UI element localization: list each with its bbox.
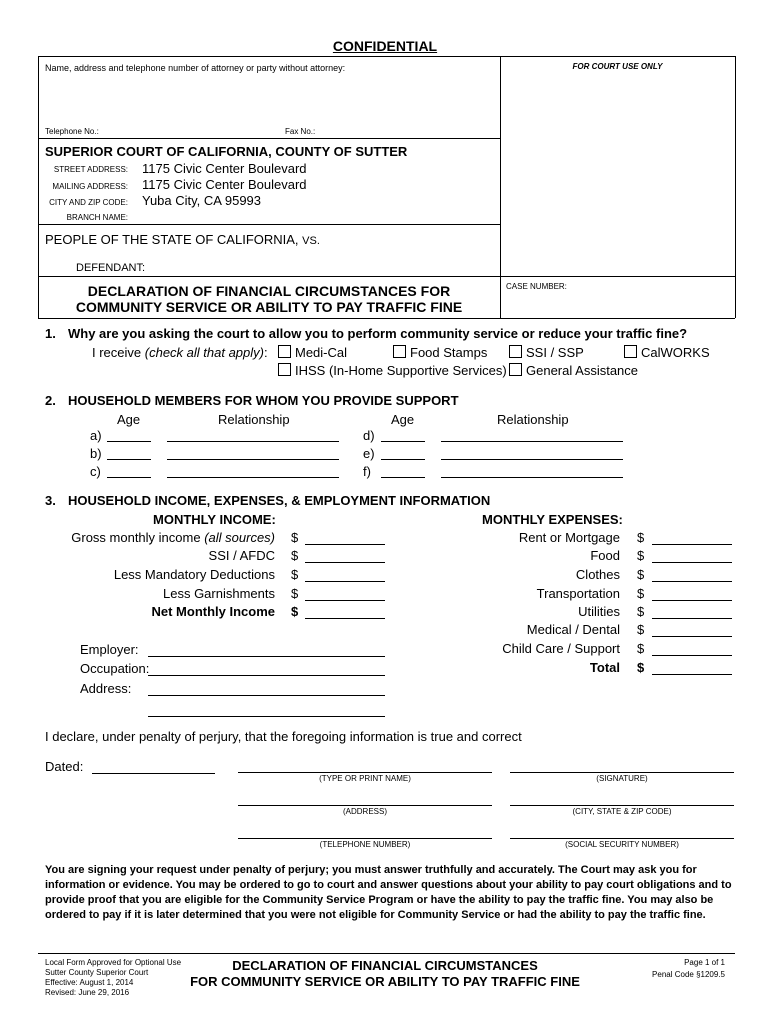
checkbox-ssi-ssp[interactable]: SSI / SSP (509, 345, 584, 360)
section1-number: 1. (45, 326, 56, 341)
attorney-label: Name, address and telephone number of attorney or party without attorney: (45, 63, 346, 73)
dollar-sign: $ (291, 548, 299, 563)
declarant-address-caption: (ADDRESS) (342, 807, 387, 816)
section2-heading: HOUSEHOLD MEMBERS FOR WHOM YOU PROVIDE SUPPORT (68, 393, 459, 408)
clothes-label: Clothes (575, 567, 620, 582)
footer-left-notes (45, 958, 181, 998)
attorney-bottom-line (38, 138, 500, 139)
frame-top-line (38, 56, 735, 57)
income-heading: MONTHLY INCOME: (153, 512, 276, 527)
city-value: Yuba City, CA 95993 (142, 193, 262, 208)
address-label: Address: (80, 681, 132, 696)
employer-field[interactable] (148, 656, 385, 657)
perjury-warning: You are signing your request under penalty of perjury; you must answer truthfully and accurately. The Court may ask you for information or evidence. You may be ordered to go to court and answer questions about your ability to pay court obligations and to provide proof that you are eligible for the Community Service Program or have the ability to pay the traffic fine. You may also be ordered to pay if it is later determined that you were not eligible for Community Service or had the ability to pay the traffic fine. (45, 864, 732, 921)
relationship-f-field[interactable] (441, 477, 623, 478)
age-b-field[interactable] (107, 459, 151, 460)
confidential-heading: CONFIDENTIAL (332, 38, 438, 54)
address-field-line1[interactable] (148, 695, 385, 696)
relationship-a-field[interactable] (167, 441, 339, 442)
age-header-right: Age (391, 412, 415, 427)
checkbox-box[interactable] (278, 363, 291, 376)
total-field[interactable] (652, 674, 732, 675)
utilities-field[interactable] (652, 618, 732, 619)
declarant-address-field[interactable] (238, 805, 492, 806)
penal-code: Penal Code §1209.5 (652, 970, 725, 979)
relationship-e-field[interactable] (441, 459, 623, 460)
footer-title-line1: DECLARATION OF FINANCIAL CIRCUMSTANCES (232, 958, 538, 973)
food-label: Food (590, 548, 620, 563)
city-state-zip-field[interactable] (510, 805, 734, 806)
dated-label: Dated: (45, 759, 84, 774)
relationship-d-field[interactable] (441, 441, 623, 442)
employer-label: Employer: (80, 642, 139, 657)
clothes-field[interactable] (652, 581, 732, 582)
dollar-sign: $ (291, 604, 299, 619)
age-c-field[interactable] (107, 477, 151, 478)
checkbox-calworks[interactable]: CalWORKS (624, 345, 710, 360)
checkbox-medi-cal[interactable]: Medi-Cal (278, 345, 347, 360)
dollar-sign: $ (637, 641, 645, 656)
parties-bottom-line (38, 276, 500, 277)
frame-divider-line (500, 56, 501, 318)
relationship-b-field[interactable] (167, 459, 339, 460)
branch-label: BRANCH NAME: (66, 213, 128, 222)
dollar-sign: $ (291, 567, 299, 582)
footer-note: Sutter County Superior Court (45, 968, 149, 977)
address-field-line2[interactable] (148, 716, 385, 717)
street-label: STREET ADDRESS: (53, 165, 128, 174)
gross-income-label: Gross monthly income (all sources) (71, 530, 275, 545)
medical-label: Medical / Dental (526, 622, 620, 637)
mandatory-deductions-label: Less Mandatory Deductions (113, 567, 275, 582)
ssn-caption: (SOCIAL SECURITY NUMBER) (565, 840, 679, 849)
gross-income-field[interactable] (305, 544, 385, 545)
checkbox-box[interactable] (509, 363, 522, 376)
dollar-sign: $ (637, 604, 645, 619)
court-bottom-line (38, 224, 500, 225)
utilities-label: Utilities (578, 604, 620, 619)
child-care-field[interactable] (652, 655, 732, 656)
ssi-afdc-label: SSI / AFDC (208, 548, 275, 563)
food-field[interactable] (652, 562, 732, 563)
form-title-line1: DECLARATION OF FINANCIAL CIRCUMSTANCES FOR (87, 283, 451, 299)
checkbox-box[interactable] (278, 345, 291, 358)
net-income-field[interactable] (305, 618, 385, 619)
telephone-label: Telephone No.: (45, 127, 99, 136)
dollar-sign: $ (637, 622, 645, 637)
frame-right-line (735, 56, 736, 318)
footer-note: Effective: August 1, 2014 (45, 978, 134, 987)
member-row-a-label: a) (90, 428, 102, 443)
page-number: Page 1 of 1 (684, 958, 725, 967)
checkbox-box[interactable] (393, 345, 406, 358)
declaration-statement: I declare, under penalty of perjury, that the foregoing information is true and correct (45, 729, 522, 744)
footer-title-line2: FOR COMMUNITY SERVICE OR ABILITY TO PAY TRAFFIC FINE (190, 974, 580, 989)
print-name-caption: (TYPE OR PRINT NAME) (319, 774, 411, 783)
people-label: PEOPLE OF THE STATE OF CALIFORNIA, VS. (45, 232, 320, 247)
total-label: Total (589, 660, 620, 675)
member-row-d-label: d) (363, 428, 375, 443)
title-top-line (500, 276, 735, 277)
age-header-left: Age (117, 412, 141, 427)
mandatory-deductions-field[interactable] (305, 581, 385, 582)
age-e-field[interactable] (381, 459, 425, 460)
member-row-f-label: f) (363, 464, 371, 479)
checkbox-food-stamps[interactable]: Food Stamps (393, 345, 487, 360)
occupation-label: Occupation: (80, 661, 150, 676)
transportation-field[interactable] (652, 600, 732, 601)
street-value: 1175 Civic Center Boulevard (142, 161, 307, 176)
occupation-field[interactable] (148, 675, 385, 676)
section2-number: 2. (45, 393, 56, 408)
garnishments-field[interactable] (305, 600, 385, 601)
fax-label: Fax No.: (285, 127, 316, 136)
receive-label: I receive (check all that apply): (92, 345, 268, 360)
dollar-sign: $ (637, 586, 645, 601)
frame-bottom-line (38, 318, 735, 319)
relationship-header-left: Relationship (218, 412, 290, 427)
frame-left-line (38, 56, 39, 318)
dollar-sign: $ (637, 567, 645, 582)
dollar-sign: $ (291, 530, 299, 545)
dated-field[interactable] (92, 773, 215, 774)
signature-field[interactable] (510, 772, 734, 773)
footer-note: Revised: June 29, 2016 (45, 988, 130, 997)
signature-caption: (SIGNATURE) (596, 774, 648, 783)
relationship-header-right: Relationship (497, 412, 569, 427)
checkbox-ihss[interactable]: IHSS (In-Home Supportive Services) (278, 363, 507, 378)
city-label: CITY AND ZIP CODE: (49, 198, 128, 207)
ssi-afdc-field[interactable] (305, 562, 385, 563)
expenses-heading: MONTHLY EXPENSES: (482, 512, 623, 527)
garnishments-label: Less Garnishments (163, 586, 275, 601)
age-f-field[interactable] (381, 477, 425, 478)
footer-top-line (38, 953, 735, 954)
form-title-line2: COMMUNITY SERVICE OR ABILITY TO PAY TRAFFIC FINE (75, 299, 463, 315)
transportation-label: Transportation (536, 586, 620, 601)
dollar-sign: $ (291, 586, 299, 601)
section3-number: 3. (45, 493, 56, 508)
mailing-value: 1175 Civic Center Boulevard (142, 177, 307, 192)
checkbox-box[interactable] (624, 345, 637, 358)
member-row-b-label: b) (90, 446, 102, 461)
net-income-label: Net Monthly Income (151, 604, 275, 619)
ssn-field[interactable] (510, 838, 734, 839)
court-use-label: FOR COURT USE ONLY (572, 62, 663, 71)
dollar-sign: $ (637, 660, 645, 675)
city-state-zip-caption: (CITY, STATE & ZIP CODE) (572, 807, 672, 816)
age-a-field[interactable] (107, 441, 151, 442)
telephone-number-field[interactable] (238, 838, 492, 839)
print-name-field[interactable] (238, 772, 492, 773)
footer-note: Local Form Approved for Optional Use (45, 958, 182, 967)
rent-field[interactable] (652, 544, 732, 545)
dollar-sign: $ (637, 530, 645, 545)
member-row-c-label: c) (90, 464, 101, 479)
relationship-c-field[interactable] (167, 477, 339, 478)
dollar-sign: $ (637, 548, 645, 563)
section3-heading: HOUSEHOLD INCOME, EXPENSES, & EMPLOYMENT INFORMATION (68, 493, 491, 508)
rent-label: Rent or Mortgage (518, 530, 620, 545)
medical-field[interactable] (652, 636, 732, 637)
checkbox-general-assistance[interactable]: General Assistance (509, 363, 638, 378)
mailing-label: MAILING ADDRESS: (52, 182, 128, 191)
checkbox-box[interactable] (509, 345, 522, 358)
telephone-number-caption: (TELEPHONE NUMBER) (319, 840, 411, 849)
defendant-label: DEFENDANT: (76, 262, 146, 274)
child-care-label: Child Care / Support (502, 641, 620, 656)
member-row-e-label: e) (363, 446, 375, 461)
section1-question: Why are you asking the court to allow you to perform community service or reduce your traffic fine? (68, 326, 688, 341)
case-number-label: CASE NUMBER: (506, 282, 567, 291)
court-name: SUPERIOR COURT OF CALIFORNIA, COUNTY OF SUTTER (45, 144, 408, 159)
age-d-field[interactable] (381, 441, 425, 442)
